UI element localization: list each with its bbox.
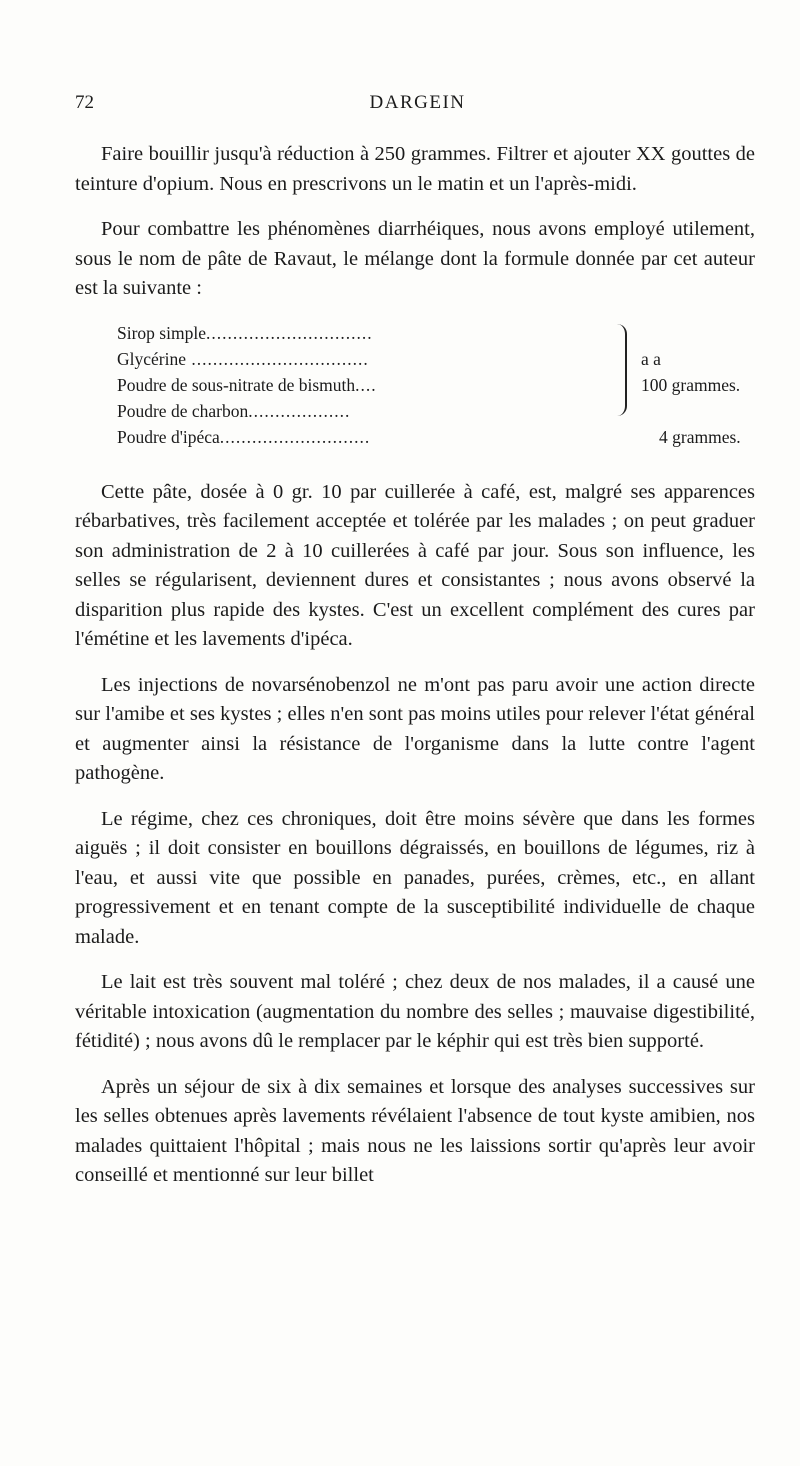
paragraph-5: Le régime, chez ces chroniques, doit être moins sévère que dans les formes aiguës ; il doit consister en bouillons dégraissés, en bouillons de légumes, riz à l'eau, et aussi vite que possible en panades, purées, crèmes, etc., en allant progressivement et en tenant compte de la susceptibilité individuelle de chaque malade. bbox=[75, 807, 755, 948]
paragraph-6: Le lait est très souvent mal toléré ; chez deux de nos malades, il a causé une véritable intoxication (augmentation du nombre des selles ; mauvaise digestibilité, fétidité) ; nous avons dû le remplacer par le képhir qui est très bien supporté. bbox=[75, 971, 755, 1052]
ingredient: Sirop simple bbox=[117, 322, 206, 343]
dot-leader: ................................. bbox=[186, 348, 369, 369]
paragraph-2: Pour combattre les phénomènes diarrhéiques, nous avons employé utilement, sous le nom de pâte de Ravaut, le mélange dont la formule donnée par cet auteur est la suivante : bbox=[75, 218, 755, 299]
page-body bbox=[75, 140, 755, 1207]
page-header bbox=[75, 92, 760, 118]
ingredient: Poudre de charbon bbox=[117, 400, 249, 421]
ipeca-quantity: 4 grammes. bbox=[659, 426, 741, 447]
brace-mark bbox=[615, 324, 627, 416]
dot-leader: ............................... bbox=[205, 322, 373, 343]
aa-label: a a bbox=[641, 348, 661, 369]
dot-leader: ................... bbox=[248, 400, 351, 421]
paragraph-7: Après un séjour de six à dix semaines et lorsque des analyses successives sur les selles obtenues après lavements révélaient l'absence de tout kyste amibien, nos malades quittaient l'hôpital ; mais nous ne les laissions sortir qu'après leur avoir conseillé et mentionné sur leur billet bbox=[75, 1075, 755, 1186]
paragraph-1: Faire bouillir jusqu'à réduction à 250 grammes. Filtrer et ajouter XX gouttes de teinture d'opium. Nous en prescrivons un le matin et un l'après-midi. bbox=[75, 143, 755, 195]
dot-leader: ............................ bbox=[219, 426, 371, 447]
ingredient: Poudre de sous-nitrate de bismuth bbox=[117, 374, 356, 395]
formula-line bbox=[117, 424, 617, 450]
ingredient: Glycérine bbox=[117, 348, 186, 369]
formula-line bbox=[117, 320, 617, 346]
page-number: 72 bbox=[75, 92, 94, 113]
formula-block bbox=[75, 320, 755, 452]
formula-line bbox=[117, 398, 617, 424]
dot-leader: .... bbox=[355, 374, 377, 395]
paragraph-3: Cette pâte, dosée à 0 gr. 10 par cuillerée à café, est, malgré ses apparences rébarbatives, très facilement acceptée et tolérée par les malades ; on peut graduer son administration de 2 à 10 cuillerées à café par jour. Sous son influence, les selles se régularisent, deviennent dures et consistantes ; nous avons observé la disparition plus rapide des kystes. C'est un excellent complément des cures par l'émétine et les lavements d'ipéca. bbox=[75, 480, 755, 650]
shared-quantity: 100 grammes. bbox=[641, 374, 741, 395]
formula-line bbox=[117, 346, 617, 372]
formula-line bbox=[117, 372, 617, 398]
ingredient: Poudre d'ipéca bbox=[117, 426, 220, 447]
paragraph-4: Les injections de novarsénobenzol ne m'ont pas paru avoir une action directe sur l'amibe et ses kystes ; elles n'en sont pas moins utiles pour relever l'état général et augmenter ainsi la résistance de l'organisme dans la lutte contre l'agent pathogène. bbox=[75, 673, 755, 784]
running-title: DARGEIN bbox=[369, 92, 466, 113]
